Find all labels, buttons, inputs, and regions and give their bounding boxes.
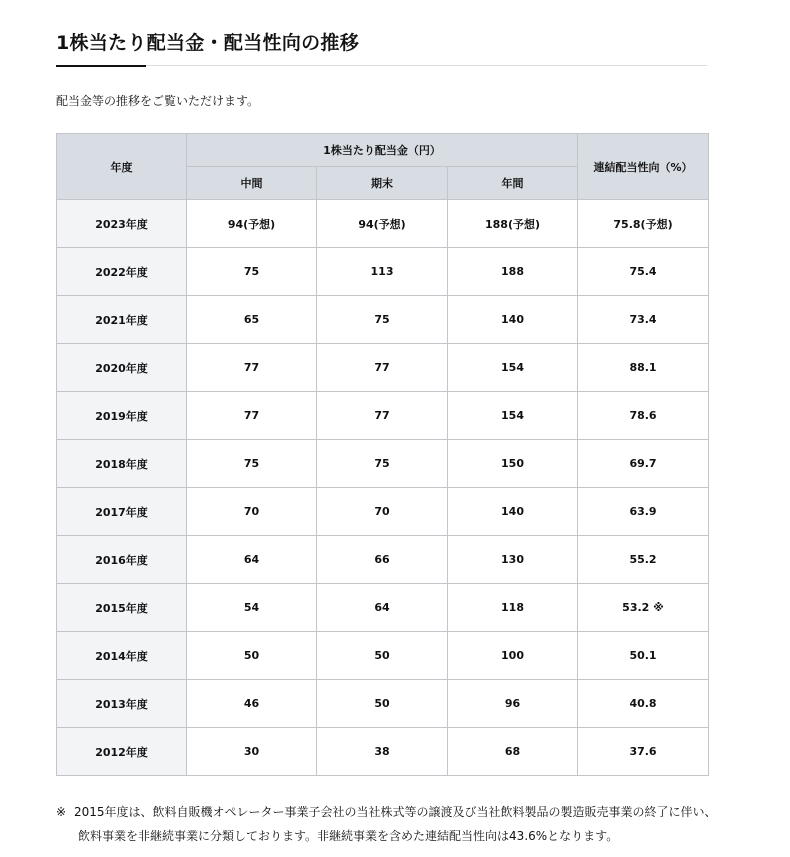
footnote-text: 2015年度は、飲料自販機オペレーター事業子会社の当社株式等の譲渡及び当社飲料製品の製造販売事業の終了に伴い、飲料事業を非継続事業に分類しております。非継続事業を含めた連結配当性向は43.6%となります。 xyxy=(74,805,717,843)
cell-year-end: 70 xyxy=(317,488,448,536)
cell-interim: 77 xyxy=(187,392,317,440)
cell-interim: 46 xyxy=(187,680,317,728)
cell-year: 2021年度 xyxy=(57,296,187,344)
cell-payout-ratio: 63.9 xyxy=(578,488,709,536)
cell-payout-ratio: 75.4 xyxy=(578,248,709,296)
lead-text: 配当金等の推移をご覧いただけます。 xyxy=(56,94,260,108)
cell-year-end: 75 xyxy=(317,296,448,344)
table-row xyxy=(57,584,709,632)
cell-payout-ratio: 55.2 xyxy=(578,536,709,584)
cell-year-end: 64 xyxy=(317,584,448,632)
cell-year-end: 66 xyxy=(317,536,448,584)
cell-year-end: 50 xyxy=(317,632,448,680)
dividend-table xyxy=(56,133,709,776)
cell-year: 2015年度 xyxy=(57,584,187,632)
cell-year: 2017年度 xyxy=(57,488,187,536)
cell-payout-ratio: 37.6 xyxy=(578,728,709,776)
table-row xyxy=(57,632,709,680)
cell-year: 2012年度 xyxy=(57,728,187,776)
cell-interim: 94(予想) xyxy=(187,200,317,248)
table-row xyxy=(57,296,709,344)
cell-year-end: 38 xyxy=(317,728,448,776)
cell-payout-ratio: 50.1 xyxy=(578,632,709,680)
cell-annual: 150 xyxy=(448,440,578,488)
table-row xyxy=(57,248,709,296)
cell-interim: 65 xyxy=(187,296,317,344)
table-row xyxy=(57,680,709,728)
table-row xyxy=(57,728,709,776)
cell-year-end: 113 xyxy=(317,248,448,296)
footnote xyxy=(56,800,718,848)
cell-annual: 140 xyxy=(448,296,578,344)
cell-annual: 100 xyxy=(448,632,578,680)
table-row xyxy=(57,344,709,392)
cell-payout-ratio: 78.6 xyxy=(578,392,709,440)
cell-interim: 64 xyxy=(187,536,317,584)
header-dividend-group: 1株当たり配当金（円） xyxy=(187,134,578,167)
cell-annual: 96 xyxy=(448,680,578,728)
footnote-mark: ※ xyxy=(56,805,67,819)
cell-payout-ratio: 75.8(予想) xyxy=(578,200,709,248)
table-row xyxy=(57,488,709,536)
header-year-end: 期末 xyxy=(317,167,448,200)
cell-interim: 70 xyxy=(187,488,317,536)
cell-year-end: 77 xyxy=(317,344,448,392)
cell-interim: 50 xyxy=(187,632,317,680)
cell-year: 2013年度 xyxy=(57,680,187,728)
header-payout-ratio: 連結配当性向（%） xyxy=(578,134,709,200)
cell-year: 2020年度 xyxy=(57,344,187,392)
table-header xyxy=(57,134,709,200)
cell-interim: 30 xyxy=(187,728,317,776)
table-row xyxy=(57,440,709,488)
cell-interim: 75 xyxy=(187,248,317,296)
cell-annual: 188 xyxy=(448,248,578,296)
cell-annual: 188(予想) xyxy=(448,200,578,248)
cell-payout-ratio: 53.2 ※ xyxy=(578,584,709,632)
cell-payout-ratio: 40.8 xyxy=(578,680,709,728)
table-body xyxy=(57,200,709,776)
title-accent-bar xyxy=(56,65,146,67)
cell-interim: 77 xyxy=(187,344,317,392)
cell-year-end: 77 xyxy=(317,392,448,440)
cell-year: 2016年度 xyxy=(57,536,187,584)
cell-interim: 75 xyxy=(187,440,317,488)
cell-payout-ratio: 73.4 xyxy=(578,296,709,344)
cell-year: 2022年度 xyxy=(57,248,187,296)
cell-payout-ratio: 88.1 xyxy=(578,344,709,392)
cell-annual: 140 xyxy=(448,488,578,536)
title-divider xyxy=(56,65,707,66)
table-row xyxy=(57,536,709,584)
cell-year-end: 75 xyxy=(317,440,448,488)
header-year: 年度 xyxy=(57,134,187,200)
cell-annual: 68 xyxy=(448,728,578,776)
cell-annual: 130 xyxy=(448,536,578,584)
cell-annual: 118 xyxy=(448,584,578,632)
header-interim: 中間 xyxy=(187,167,317,200)
cell-year: 2014年度 xyxy=(57,632,187,680)
header-annual: 年間 xyxy=(448,167,578,200)
cell-annual: 154 xyxy=(448,344,578,392)
cell-payout-ratio: 69.7 xyxy=(578,440,709,488)
cell-year-end: 94(予想) xyxy=(317,200,448,248)
page-title: 1株当たり配当金・配当性向の推移 xyxy=(56,32,360,54)
cell-interim: 54 xyxy=(187,584,317,632)
cell-year: 2018年度 xyxy=(57,440,187,488)
cell-year: 2023年度 xyxy=(57,200,187,248)
cell-year-end: 50 xyxy=(317,680,448,728)
cell-year: 2019年度 xyxy=(57,392,187,440)
cell-annual: 154 xyxy=(448,392,578,440)
table-row xyxy=(57,200,709,248)
table-row xyxy=(57,392,709,440)
